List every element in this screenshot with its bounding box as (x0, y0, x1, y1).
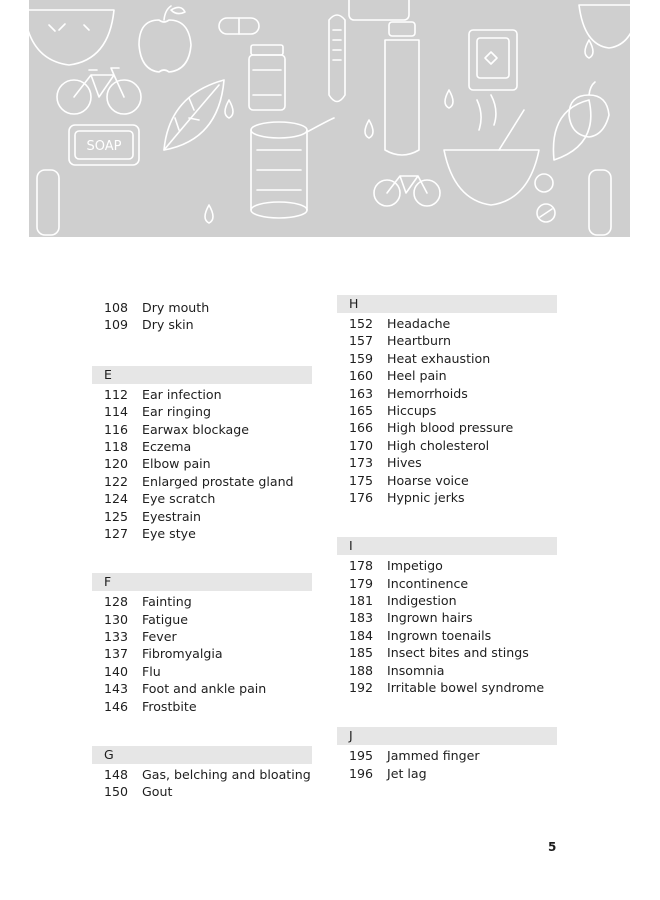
index-entry (337, 765, 557, 782)
thermometer-icon (329, 15, 345, 102)
entry-topic: Earwax blockage (142, 421, 249, 437)
index-entry (92, 508, 312, 525)
tube-icon (37, 170, 611, 235)
entry-topic: Frostbite (142, 698, 197, 714)
entry-page: 125 (104, 508, 129, 524)
entry-page: 157 (349, 333, 374, 349)
entry-topic: Flu (142, 663, 161, 679)
decorative-banner (29, 0, 630, 237)
index-entry (337, 575, 557, 592)
index-entry (92, 386, 312, 403)
index-entry (337, 402, 557, 419)
section-letter-header: I (337, 537, 557, 555)
index-entry (92, 455, 312, 472)
index-entry (92, 783, 312, 800)
entry-topic: Heel pain (387, 368, 447, 384)
entry-topic: Hemorrhoids (387, 385, 468, 401)
entry-topic: Eyestrain (142, 508, 202, 524)
entry-page: 130 (104, 611, 129, 627)
entry-topic: High cholesterol (387, 437, 490, 453)
entry-page: 184 (349, 627, 374, 643)
entry-page: 170 (349, 437, 374, 453)
entry-page: 178 (349, 558, 374, 574)
index-entry (337, 592, 557, 609)
entry-page: 146 (104, 698, 129, 714)
entry-page: 118 (104, 438, 129, 454)
index-column-right (337, 295, 557, 782)
entry-topic: Impetigo (387, 558, 443, 574)
entry-page: 120 (104, 456, 129, 472)
entry-topic: Enlarged prostate gland (142, 473, 294, 489)
index-entry (337, 747, 557, 764)
index-entry (92, 680, 312, 697)
index-entry (92, 611, 312, 628)
index-entry (337, 350, 557, 367)
index-entry (337, 627, 557, 644)
soup-bowl-icon (444, 95, 539, 205)
entry-page: 195 (349, 748, 374, 764)
entry-topic: High blood pressure (387, 420, 514, 436)
entry-topic: Eye scratch (142, 491, 216, 507)
entry-topic: Fibromyalgia (142, 646, 223, 662)
index-section-e (92, 366, 312, 543)
entry-topic: Jammed finger (387, 748, 480, 764)
index-entry (92, 421, 312, 438)
index-entry (337, 662, 557, 679)
index-entry (337, 454, 557, 471)
index-section-j (337, 727, 557, 782)
index-entry (92, 316, 312, 333)
index-entry (92, 766, 312, 783)
index-column-left (92, 299, 312, 801)
entry-page: 116 (104, 421, 129, 437)
index-section-h (337, 295, 557, 506)
entry-page: 185 (349, 645, 374, 661)
entry-topic: Dry skin (142, 317, 194, 333)
entry-topic: Ear ringing (142, 404, 211, 420)
entry-page: 166 (349, 420, 374, 436)
index-entry (92, 403, 312, 420)
index-section-g (92, 746, 312, 801)
entry-page: 179 (349, 575, 374, 591)
entry-page: 133 (104, 629, 129, 645)
entry-page: 112 (104, 386, 129, 402)
index-entry (92, 663, 312, 680)
entry-topic: Dry mouth (142, 300, 210, 315)
entry-topic: Heartburn (387, 333, 451, 349)
section-letter-header: H (337, 295, 557, 313)
pill-bottle-icon (249, 45, 285, 110)
index-entry (337, 644, 557, 661)
index-entry (337, 489, 557, 506)
index-entry (92, 490, 312, 507)
index-continuation-d (92, 299, 312, 334)
svg-text:SOAP: SOAP (86, 139, 122, 154)
entry-page: 124 (104, 491, 129, 507)
entry-topic: Eczema (142, 438, 192, 454)
bandage-roll-icon (251, 118, 334, 218)
entry-topic: Ingrown toenails (387, 627, 492, 643)
pill-icon (219, 18, 259, 34)
index-entry (337, 557, 557, 574)
index-entry (92, 438, 312, 455)
entry-topic: Ear infection (142, 386, 222, 402)
bowl-icon-right (579, 5, 630, 48)
entry-page: 143 (104, 681, 129, 697)
index-entry (337, 419, 557, 436)
index-entry (92, 698, 312, 715)
entry-topic: Insomnia (387, 662, 445, 678)
entry-page: 108 (104, 300, 129, 315)
entry-topic: Fainting (142, 594, 192, 610)
index-entry (337, 315, 557, 332)
entry-topic: Incontinence (387, 575, 469, 591)
section-letter-header: E (92, 366, 312, 384)
entry-topic: Hives (387, 455, 422, 471)
entry-topic: Heat exhaustion (387, 350, 491, 366)
leaf-icon (164, 80, 591, 160)
index-entry (337, 609, 557, 626)
entry-page: 127 (104, 525, 129, 541)
entry-page: 192 (349, 680, 374, 696)
index-entry (337, 385, 557, 402)
entry-page: 122 (104, 473, 129, 489)
entry-topic: Hiccups (387, 402, 437, 418)
entry-page: 181 (349, 593, 374, 609)
entry-topic: Jet lag (387, 765, 427, 781)
entry-page: 152 (349, 316, 374, 331)
entry-topic: Foot and ankle pain (142, 681, 267, 697)
entry-page: 159 (349, 350, 374, 366)
water-bottle-icon (385, 22, 419, 155)
entry-topic: Hypnic jerks (387, 489, 465, 505)
entry-page: 175 (349, 472, 374, 488)
entry-page: 148 (104, 767, 129, 783)
index-section-i (337, 537, 557, 696)
entry-page: 140 (104, 663, 129, 679)
entry-topic: Insect bites and stings (387, 645, 529, 661)
index-entry (92, 473, 312, 490)
entry-page: 163 (349, 385, 374, 401)
entry-topic: Ingrown hairs (387, 610, 473, 626)
page-number: 5 (548, 840, 557, 854)
entry-page: 183 (349, 610, 374, 626)
entry-page: 137 (104, 646, 129, 662)
entry-topic: Hoarse voice (387, 472, 469, 488)
apple-icon (139, 6, 191, 72)
entry-topic: Fever (142, 629, 177, 645)
entry-topic: Elbow pain (142, 456, 211, 472)
entry-page: 165 (349, 402, 374, 418)
bowl-icon (29, 10, 114, 65)
entry-topic: Eye stye (142, 525, 196, 541)
entry-topic: Gout (142, 784, 173, 800)
index-entry (92, 645, 312, 662)
index-entry (92, 299, 312, 316)
entry-page: 160 (349, 368, 374, 384)
index-entry (337, 472, 557, 489)
section-letter-header: J (337, 727, 557, 745)
index-section-f (92, 573, 312, 715)
section-letter-header: F (92, 573, 312, 591)
entry-page: 150 (104, 784, 129, 800)
section-letter-header: G (92, 746, 312, 764)
index-entry (337, 437, 557, 454)
entry-page: 176 (349, 489, 374, 505)
index-entry (337, 332, 557, 349)
index-entry (92, 628, 312, 645)
entry-page: 173 (349, 455, 374, 471)
entry-topic: Fatigue (142, 611, 188, 627)
coin-icon (535, 174, 555, 222)
entry-page: 196 (349, 765, 374, 781)
index-entry (337, 367, 557, 384)
entry-topic: Irritable bowel syndrome (387, 680, 545, 696)
entry-topic: Headache (387, 316, 451, 331)
entry-page: 188 (349, 662, 374, 678)
entry-page: 114 (104, 404, 129, 420)
entry-topic: Gas, belching and bloating (142, 767, 311, 783)
index-entry (337, 679, 557, 696)
index-entry (92, 525, 312, 542)
entry-topic: Indigestion (387, 593, 457, 609)
tea-bag-icon (469, 30, 517, 90)
entry-page: 109 (104, 317, 129, 333)
index-entry (92, 593, 312, 610)
entry-page: 128 (104, 594, 129, 610)
